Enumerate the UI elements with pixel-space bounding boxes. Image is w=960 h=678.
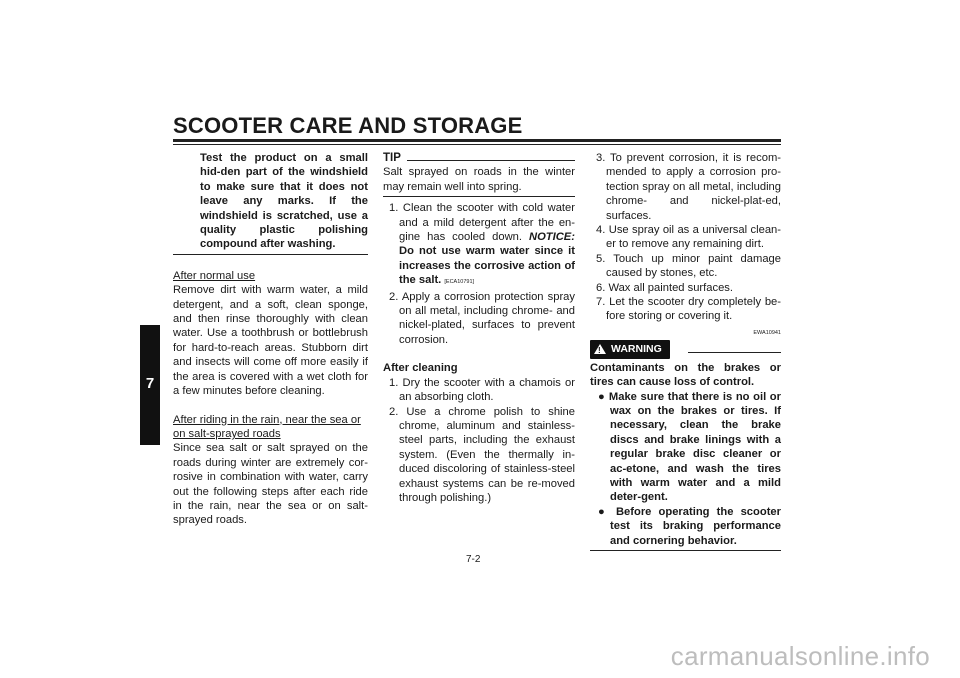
title-rule-thin [173, 144, 781, 145]
step-1-text: 1. Clean the scooter with cold water and a mild detergent after the en-gine has cooled down. [389, 202, 575, 244]
column-1 [173, 151, 368, 528]
title-rule [173, 139, 781, 142]
after-cleaning-step-1: 1. Dry the scooter with a chamois or an absorbing cloth. [389, 376, 575, 404]
step-2: 2. Apply a corrosion protection spray on all metal, including chrome- and nickel-plated, surfaces to prevent corrosion. [389, 290, 575, 346]
normal-use-paragraph: Remove dirt with warm water, a mild detergent, and a soft, clean sponge, and then rinse thoroughly with clean water. Use a toothbrush or bottlebrush for hard-to-reach areas. Stubborn dirt and insects will come off more easily if the area is covered with a wet cloth for a few minutes before cleaning. [173, 284, 368, 398]
heading-after-rain: After riding in the rain, near the sea or on salt-sprayed roads [173, 413, 361, 440]
after-cleaning-step-6: 6. Wax all painted surfaces. [596, 281, 734, 294]
warning-rule [688, 352, 781, 353]
column-3 [590, 151, 781, 551]
watermark: carmanualsonline.info [670, 641, 930, 671]
step-1 [383, 201, 575, 289]
warning-badge [590, 340, 670, 358]
page-title: SCOOTER CARE AND STORAGE [173, 113, 523, 138]
rain-paragraph: Since sea salt or salt sprayed on the roads during winter are extremely cor-rosive in combination with water, carry out the following steps after each ride in the rain, near the sea or on salt-sprayed roads. [173, 442, 368, 527]
warning-lead: Contaminants on the brakes or tires can cause loss of control. [590, 361, 781, 389]
tip-header [383, 151, 575, 165]
warning-bullet-1-text: Make sure that there is no oil or wax on the brakes or tires. If necessary, clean the brake discs and brake linings with a regular brake disc cleaner or ac-etone, and wash the tires with warm water and a mild deter-gent. [608, 390, 781, 504]
tip-text: Salt sprayed on roads in the winter may remain well into spring. [383, 166, 575, 193]
warning-label: WARNING [611, 343, 662, 356]
after-cleaning-step-3: 3. To prevent corrosion, it is recom-mended to apply a corrosion pro-tection spray on all metal, including chrome- and nickel-plat-ed, surfaces. [596, 152, 781, 222]
notice-text: Do not use warm water since it increases the corrosive action of the salt. [399, 245, 575, 287]
tip-rule [407, 160, 575, 161]
notice-ref: [ECA10791] [444, 279, 475, 286]
column-2 [383, 151, 575, 505]
windshield-caution-text: Test the product on a small hid-den part of the windshield to make sure that it does not leave any marks. If the windshield is scratched, use a quality plastic polishing compound after washing. [200, 152, 368, 251]
warning-bullet-2: ● Before operating the scooter test its braking performance and cornering behavior. [598, 505, 781, 547]
warning-bullet-1: ● Make sure that there is no oil or wax on the brakes or tires. If necessary, clean the brake discs and brake linings with a regular brake disc cleaner or ac-etone, and wash the tires with warm water and a mild deter-gent. [598, 390, 781, 504]
warning-bullet-2-text: Before operating the scooter test its braking performance and cornering behavior. [610, 505, 781, 547]
after-cleaning-step-7: 7. Let the scooter dry completely be-fore storing or covering it. [596, 296, 781, 323]
warning-end-rule [590, 550, 781, 551]
notice-label: NOTICE: [529, 231, 575, 244]
after-cleaning-step-5: 5. Touch up minor paint damage caused by stones, etc. [596, 252, 781, 280]
warning-header [590, 340, 781, 358]
warning-ref: EWA10941 [753, 329, 781, 336]
chapter-tab: 7 [140, 375, 160, 393]
page-number: 7-2 [466, 554, 481, 565]
heading-after-normal-use: After normal use [173, 269, 256, 282]
warning-triangle-icon [594, 344, 606, 354]
tip-label: TIP [383, 152, 401, 164]
after-cleaning-step-2: 2. Use a chrome polish to shine chrome, aluminum and stainless-steel parts, including the exhaust system. (Even the thermally in-duced discoloring of stainless-steel exhaust systems can be re-moved through polishing.) [389, 405, 575, 504]
after-cleaning-step-4: 4. Use spray oil as a universal clean-er to remove any remaining dirt. [596, 224, 781, 251]
heading-after-cleaning: After cleaning [383, 362, 458, 375]
